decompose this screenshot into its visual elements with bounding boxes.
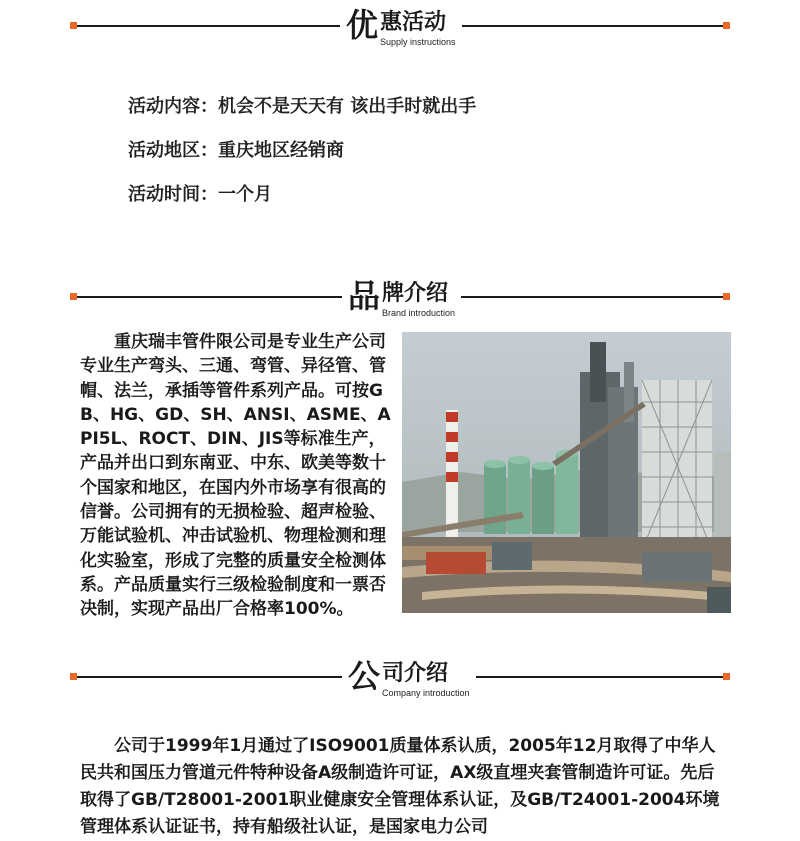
orange-square-icon (70, 293, 77, 300)
promo-region-line: 活动地区：重庆地区经销商 (128, 140, 344, 161)
section-title (340, 5, 462, 49)
section-title-rest: 司介绍 (382, 661, 449, 686)
company-intro-paragraph: 公司于1999年1月通过了ISO9001质量体系认质，2005年12月取得了中华人民共和国压力管道元件特种设备A级制造许可证，AX级直埋夹套管制造许可证。先后取得了GB/T28001-2001职业健康安全管理体系认证，及GB/T24001-2004环境管理体系认证证书，持有船级社认证，是国家电力公司 (80, 736, 720, 837)
section-title-first-char: 优 (346, 6, 379, 44)
promo-content-line: 活动内容：机会不是天天有 该出手时就出手 (128, 96, 477, 117)
orange-square-icon (723, 22, 730, 29)
orange-square-icon (723, 293, 730, 300)
promo-details (128, 96, 476, 228)
section-title (342, 276, 461, 320)
section-title-first-char: 品 (348, 277, 381, 315)
section-subtitle-en: Company introduction (382, 688, 470, 698)
orange-square-icon (723, 673, 730, 680)
section-title (342, 656, 476, 700)
brand-section-header (70, 276, 730, 316)
orange-square-icon (70, 673, 77, 680)
promo-section-header (70, 5, 730, 45)
orange-square-icon (70, 22, 77, 29)
industrial-plant-image (402, 332, 731, 613)
section-title-rest: 牌介绍 (382, 281, 449, 306)
section-title-first-char: 公 (348, 657, 381, 695)
company-section-header (70, 656, 730, 696)
brand-intro-paragraph: 重庆瑞丰管件限公司是专业生产公司专业生产弯头、三通、弯管、异径管、管帽、法兰，承插等管件系列产品。可按GB、HG、GD、SH、ANSI、ASME、API5L、ROCT、DIN、JIS等标准生产，产品并出口到东南亚、中东、欧美等数十个国家和地区，在国内外市场享有很高的信誉。公司拥有的无损检验、超声检验、万能试验机、冲击试验机、物理检测和理化实验室，形成了完整的质量安全检测体系。产品质量实行三级检验制度和一票否决制，实现产品出厂合格率100%。 (80, 332, 391, 620)
promo-time-line: 活动时间：一个月 (128, 184, 272, 205)
section-subtitle-en: Supply instructions (380, 37, 456, 47)
section-title-rest: 惠活动 (380, 10, 447, 35)
section-subtitle-en: Brand introduction (382, 308, 456, 318)
